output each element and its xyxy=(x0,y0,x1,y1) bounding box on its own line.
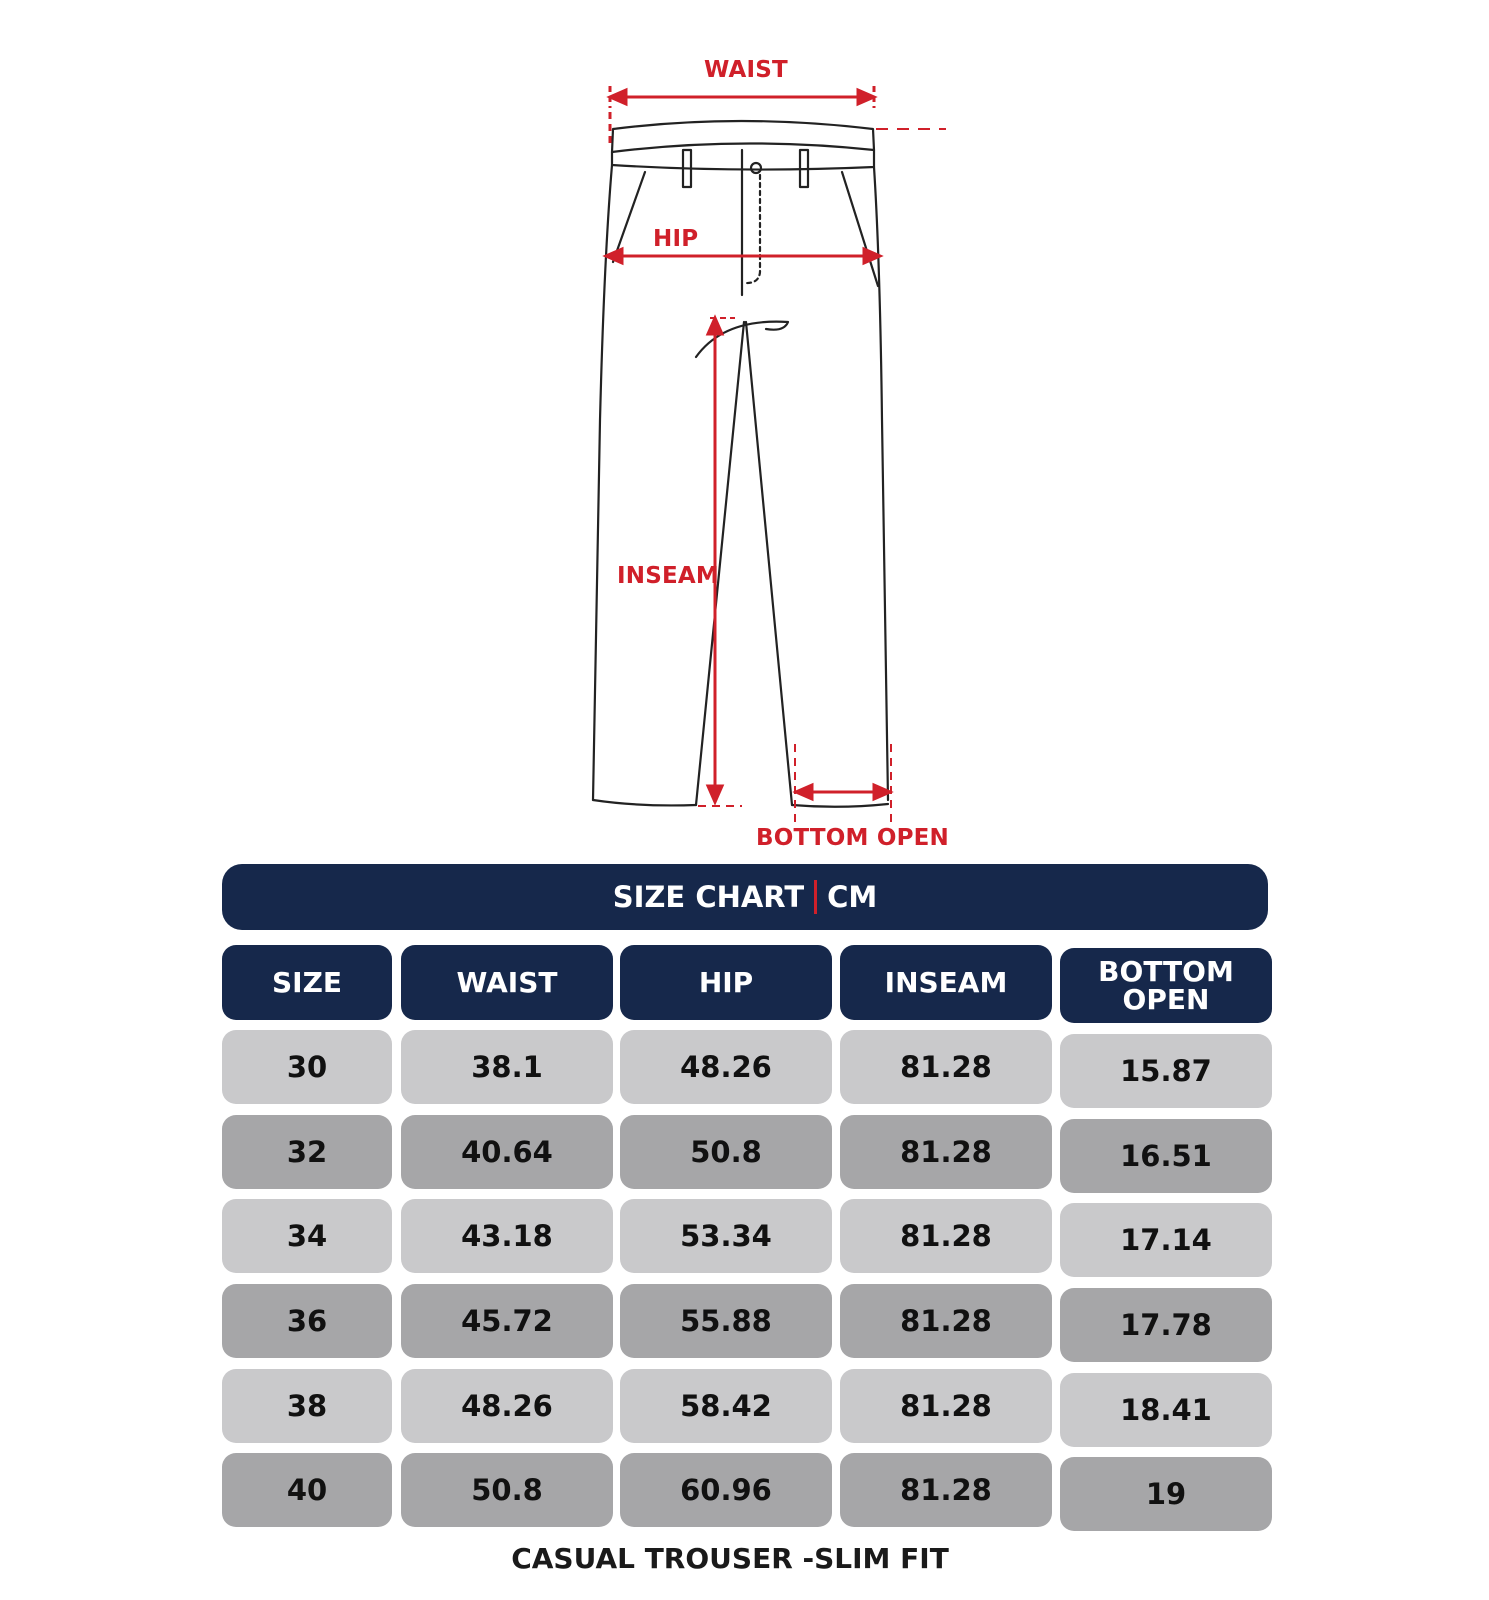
table-cell: 40.64 xyxy=(401,1115,613,1189)
table-cell: 43.18 xyxy=(401,1199,613,1273)
table-cell: 18.41 xyxy=(1060,1373,1272,1447)
right-pocket xyxy=(842,172,878,286)
right-outer-seam xyxy=(874,167,888,800)
table-cell: 38 xyxy=(222,1369,392,1443)
table-cell: 81.28 xyxy=(840,1369,1052,1443)
right-hem xyxy=(792,804,888,807)
title-separator xyxy=(814,880,817,914)
header-bottom-open: BOTTOM OPEN xyxy=(1060,948,1272,1023)
product-caption: CASUAL TROUSER -SLIM FIT xyxy=(511,1542,949,1575)
table-cell: 32 xyxy=(222,1115,392,1189)
left-pocket xyxy=(613,172,645,262)
size-chart-banner xyxy=(222,864,1268,930)
table-cell: 40 xyxy=(222,1453,392,1527)
size-chart-title: SIZE CHART xyxy=(612,880,805,914)
header-waist: WAIST xyxy=(401,945,613,1020)
inseam-label: INSEAM xyxy=(617,563,719,589)
table-cell: 81.28 xyxy=(840,1453,1052,1527)
left-hem xyxy=(593,800,696,805)
table-cell: 50.8 xyxy=(401,1453,613,1527)
table-cell: 34 xyxy=(222,1199,392,1273)
bottom-open-label: BOTTOM OPEN xyxy=(756,825,950,851)
table-cell: 48.26 xyxy=(401,1369,613,1443)
table-cell: 60.96 xyxy=(620,1453,832,1527)
header-hip: HIP xyxy=(620,945,832,1020)
table-cell: 48.26 xyxy=(620,1030,832,1104)
table-cell: 50.8 xyxy=(620,1115,832,1189)
table-cell: 36 xyxy=(222,1284,392,1358)
size-chart-unit: CM xyxy=(827,880,878,914)
table-cell: 58.42 xyxy=(620,1369,832,1443)
table-cell: 45.72 xyxy=(401,1284,613,1358)
table-cell: 55.88 xyxy=(620,1284,832,1358)
table-cell: 15.87 xyxy=(1060,1034,1272,1108)
table-cell: 81.28 xyxy=(840,1199,1052,1273)
table-cell: 81.28 xyxy=(840,1030,1052,1104)
table-cell: 16.51 xyxy=(1060,1119,1272,1193)
table-cell: 81.28 xyxy=(840,1115,1052,1189)
header-size: SIZE xyxy=(222,945,392,1020)
hip-label: HIP xyxy=(653,226,699,252)
waist-label: WAIST xyxy=(704,57,788,83)
right-inseam xyxy=(746,322,792,805)
waistband xyxy=(612,121,874,152)
fly-stitch xyxy=(744,175,760,283)
button xyxy=(751,163,761,173)
table-cell: 30 xyxy=(222,1030,392,1104)
table-cell: 17.14 xyxy=(1060,1203,1272,1277)
table-cell: 19 xyxy=(1060,1457,1272,1531)
header-inseam: INSEAM xyxy=(840,945,1052,1020)
left-outer-seam xyxy=(593,165,612,800)
table-cell: 81.28 xyxy=(840,1284,1052,1358)
table-cell: 38.1 xyxy=(401,1030,613,1104)
table-cell: 17.78 xyxy=(1060,1288,1272,1362)
table-cell: 53.34 xyxy=(620,1199,832,1273)
